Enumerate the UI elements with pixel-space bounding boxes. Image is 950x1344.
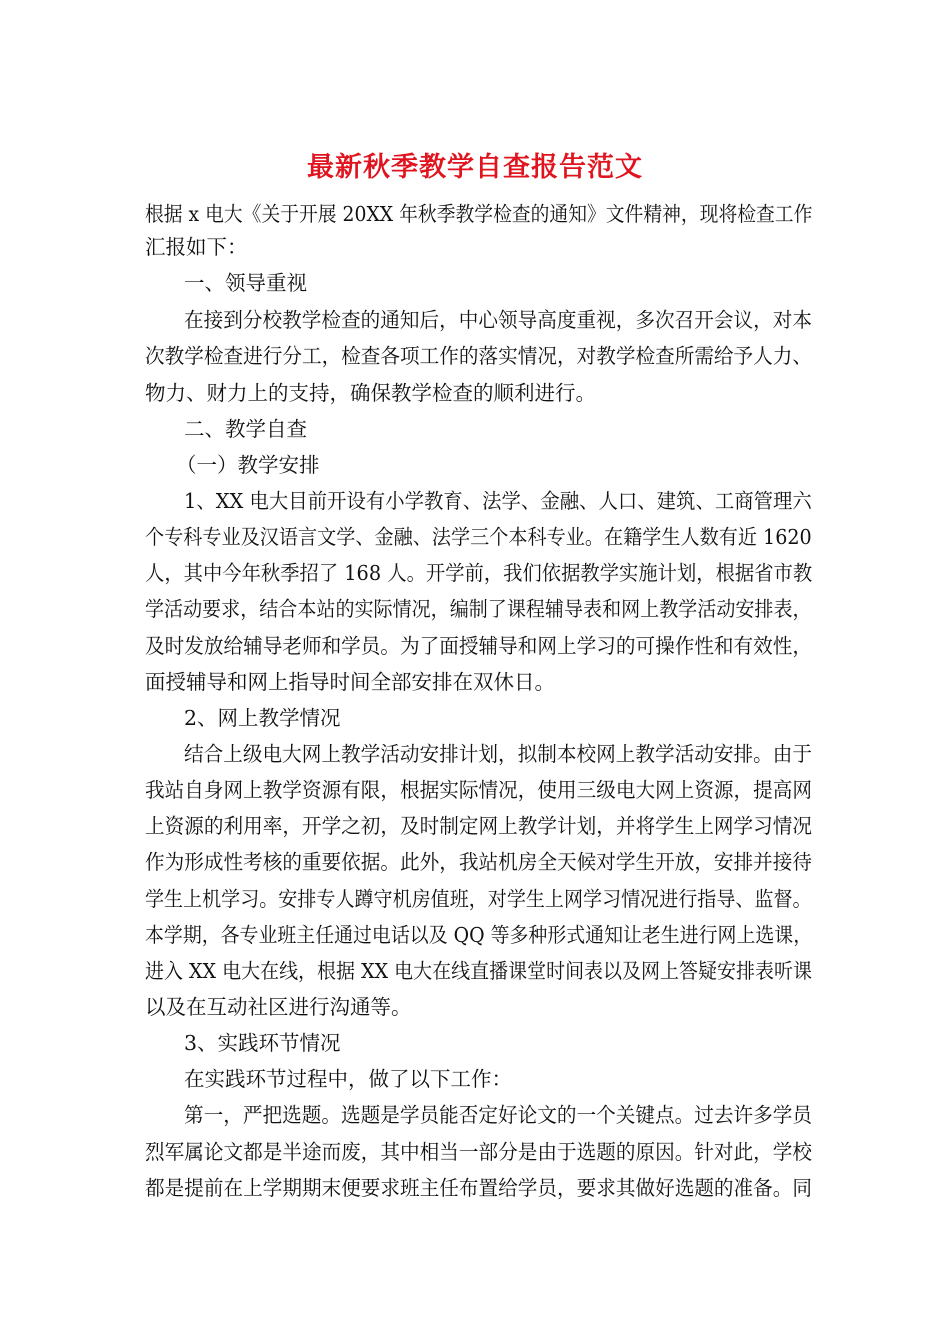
subsection-heading: 3、实践环节情况 [184,1031,341,1055]
paragraph-line: 第一，严把选题。选题是学员能否定好论文的一个关键点。过去许多学员 [184,1103,812,1127]
paragraph-line: 汇报如下： [145,235,248,259]
paragraph-line: 在实践环节过程中，做了以下工作： [184,1067,512,1091]
paragraph-line: 及时发放给辅导老师和学员。为了面授辅导和网上学习的可操作性和有效性， [145,634,813,658]
subsection-heading: （一）教学安排 [176,453,320,477]
paragraph-line: 本学期，各专业班主任通过电话以及 QQ 等多种形式通知让老生进行网上选课， [145,923,813,947]
section-heading: 二、教学自查 [184,417,307,441]
paragraph-line: 次教学检查进行分工，检查各项工作的落实情况，对教学检查所需给予人力、 [145,344,813,368]
paragraph-line: 物力、财力上的支持，确保教学检查的顺利进行。 [145,381,596,405]
paragraph-line: 烈军属论文都是半途而废，其中相当一部分是由于选题的原因。针对此，学校 [145,1140,813,1164]
paragraph-line: 进入 XX 电大在线，根据 XX 电大在线直播课堂时间表以及网上答疑安排表听课 [145,959,812,983]
paragraph-line: 都是提前在上学期期末便要求班主任布置给学员，要求其做好选题的准备。同 [145,1176,813,1200]
paragraph-line: 人，其中今年秋季招了 168 人。开学前，我们依据教学实施计划，根据省市教 [145,561,813,585]
paragraph-line: 我站自身网上教学资源有限，根据实际情况，使用三级电大网上资源，提高网 [145,778,813,802]
paragraph-line: 学生上机学习。安排专人蹲守机房值班，对学生上网学习情况进行指导、监督。 [145,887,812,911]
paragraph-line: 在接到分校教学检查的通知后，中心领导高度重视，多次召开会议，对本 [184,308,812,332]
paragraph-line: 个专科专业及汉语言文学、金融、法学三个本科专业。在籍学生人数有近 1620 [145,525,812,549]
paragraph-line: 以及在互动社区进行沟通等。 [145,995,412,1019]
document-title: 最新秋季教学自查报告范文 [307,152,643,183]
paragraph-line: 学活动要求，结合本站的实际情况，编制了课程辅导表和网上教学活动安排表， [145,597,812,621]
paragraph-line: 上资源的利用率，开学之初，及时制定网上教学计划，并将学生上网学习情况 [145,814,813,838]
paragraph-line: 结合上级电大网上教学活动安排计划，拟制本校网上教学活动安排。由于 [184,742,812,766]
paragraph-line: 根据 x 电大《关于开展 20XX 年秋季教学检查的通知》文件精神，现将检查工作 [145,202,813,226]
subsection-heading: 2、网上教学情况 [184,706,341,730]
paragraph-line: 作为形成性考核的重要依据。此外，我站机房全天候对学生开放，安排并接待 [145,850,813,874]
paragraph-line: 面授辅导和网上指导时间全部安排在双休日。 [145,670,555,694]
section-heading: 一、领导重视 [184,271,307,295]
paragraph-line: 1、XX 电大目前开设有小学教育、法学、金融、人口、建筑、工商管理六 [184,489,812,513]
